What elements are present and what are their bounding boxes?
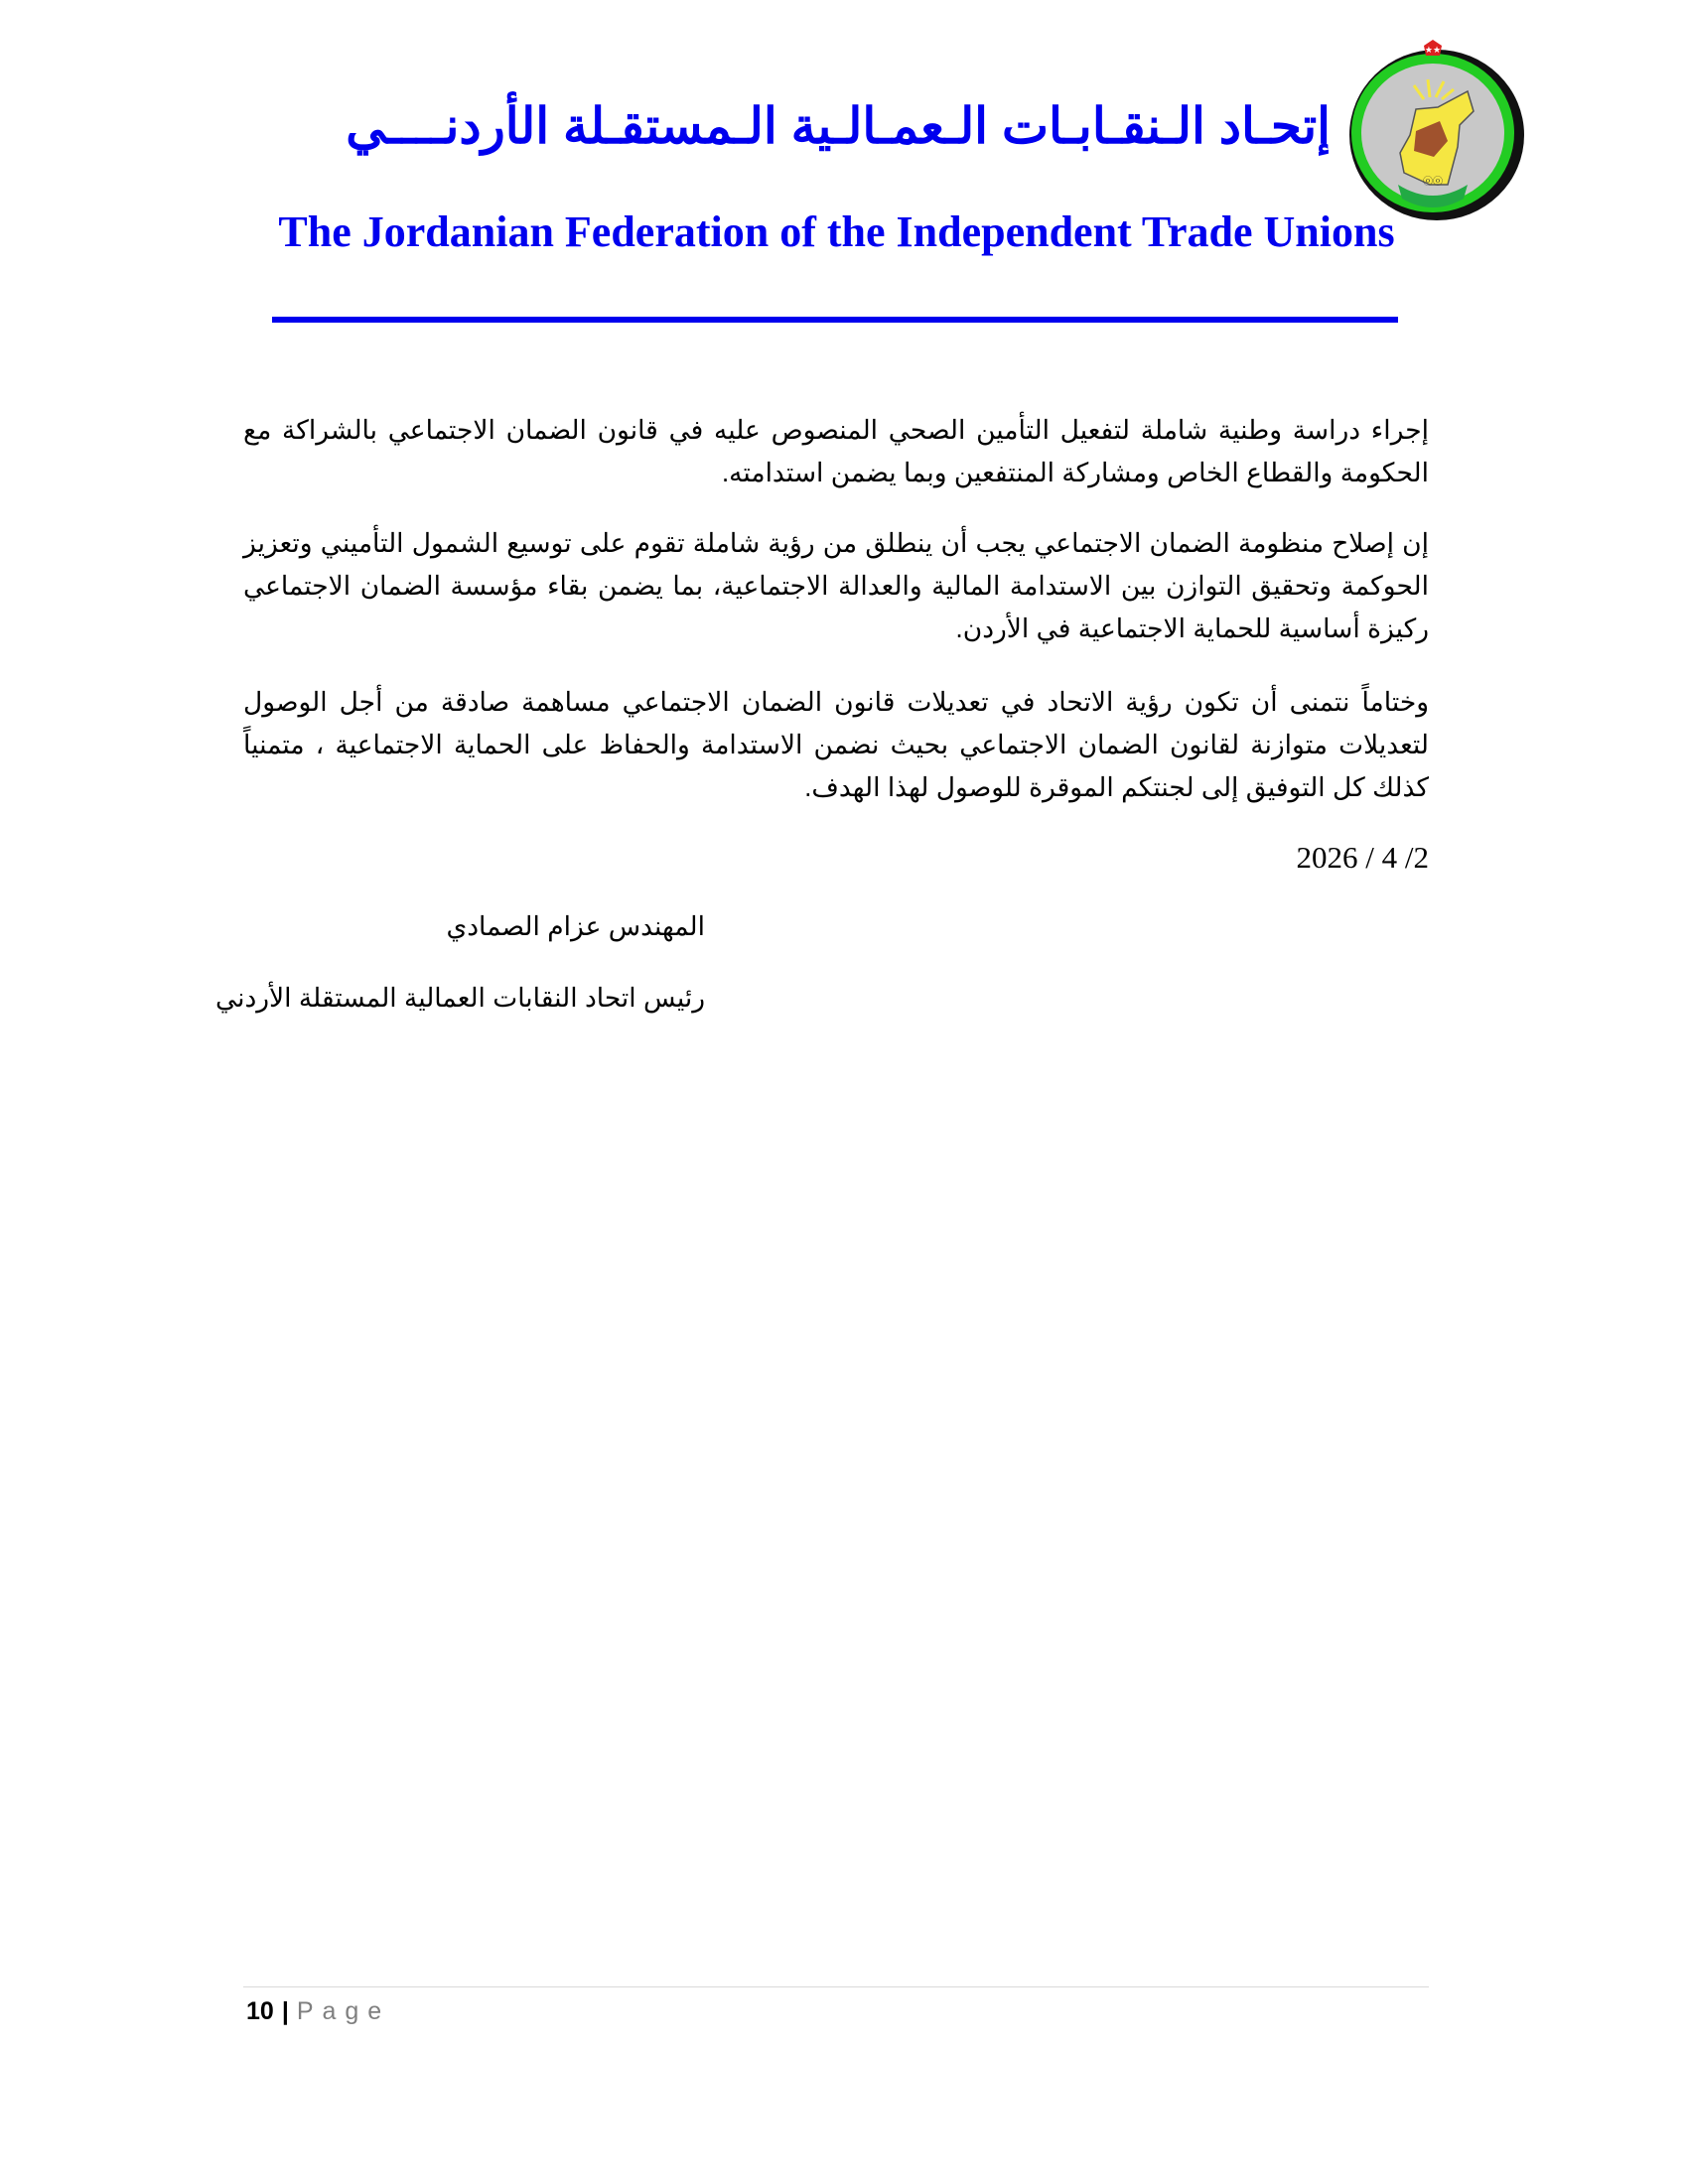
signature-title: رئيس اتحاد النقابات العمالية المستقلة الأردني bbox=[214, 983, 705, 1013]
english-organization-title: The Jordanian Federation of the Independent Trade Unions bbox=[278, 207, 1395, 256]
paragraph-reform: إن إصلاح منظومة الضمان الاجتماعي يجب أن ينطلق من رؤية شاملة تقوم على توسيع الشمول التأميني وتعزيز الحوكمة وتحقيق التوازن بين الاستدامة المالية والعدالة الاجتماعية، بما يضمن بقاء مؤسسة الضمان الاجتماعي ركيزة أساسية للحماية الاجتماعية في الأردن. bbox=[243, 528, 1429, 643]
page-label: Page bbox=[296, 1997, 391, 2025]
svg-text:★★: ★★ bbox=[1424, 45, 1442, 55]
logo-emblem-icon bbox=[1340, 36, 1529, 224]
footer-separator: | bbox=[281, 1997, 289, 2025]
paragraph-closing: وختاماً نتمنى أن تكون رؤية الاتحاد في تعديلات قانون الضمان الاجتماعي مساهمة صادقة من أجل الوصول لتعديلات متوازنة لقانون الضمان الاجتماعي بحيث نضمن الاستدامة والحفاظ على الحماية الاجتماعية ، متمنياً كذلك كل التوفيق إلى لجنتكم الموقرة للوصول لهذا الهدف. bbox=[243, 687, 1429, 802]
page-footer bbox=[246, 1993, 390, 2029]
svg-text:ⓞⓞ: ⓞⓞ bbox=[1423, 177, 1443, 188]
arabic-organization-title: إتحـاد الـنقـابـات الـعمـالـية الـمستقـلة الأردنــــي bbox=[346, 98, 1331, 154]
header-divider bbox=[272, 317, 1398, 323]
signature-name: المهندس عزام الصمادي bbox=[446, 911, 705, 941]
paragraph-health-insurance: إجراء دراسة وطنية شاملة لتفعيل التأمين الصحي المنصوص عليه في قانون الضمان الاجتماعي بالشراكة مع الحكومة والقطاع الخاص ومشاركة المنتفعين وبما يضمن استدامته. bbox=[243, 415, 1429, 487]
letter-date: 2026 / 4 /2 bbox=[1296, 840, 1429, 875]
footer-divider bbox=[243, 1986, 1429, 1987]
page-number: 10 bbox=[246, 1997, 274, 2025]
federation-logo bbox=[1340, 36, 1529, 224]
